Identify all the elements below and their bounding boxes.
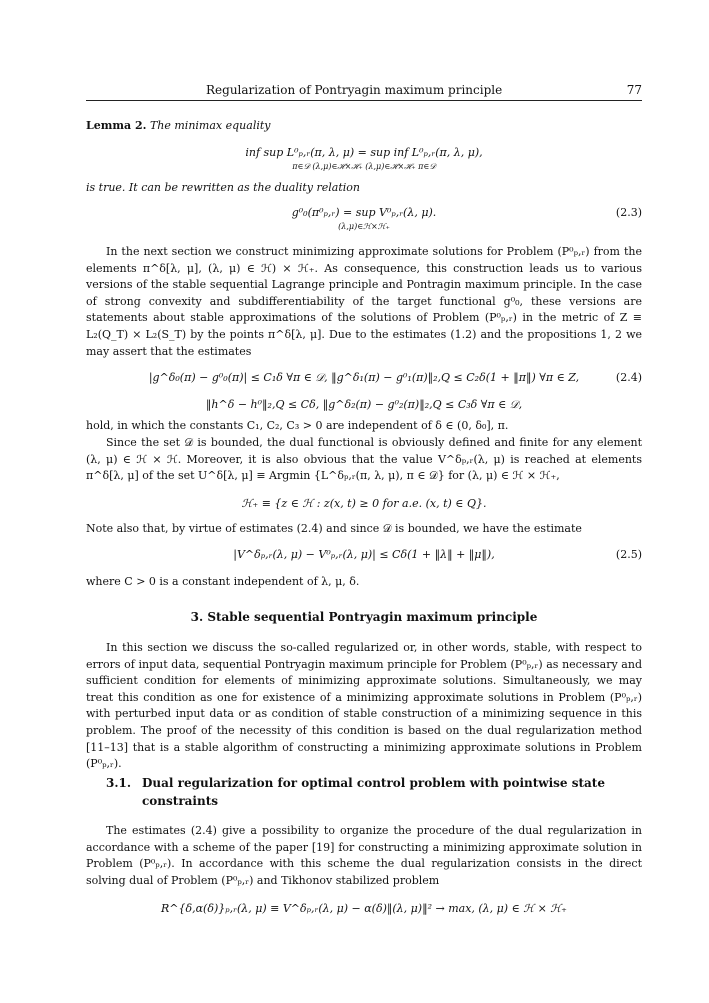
minimax-equation: inf sup L⁰ₚ,ᵣ(π, λ, μ) = sup inf L⁰ₚ,ᵣ(π, λ, μ),: [245, 146, 483, 159]
paragraph-2b: Since the set 𝒟 is bounded, the dual functional is obviously defined and finite for any element (λ, μ) ∈ ℋ × ℋ. Moreover, it is also obvious that the value V^δₚ,ᵣ(λ, μ) is reached at elements π^δ[λ, μ] of the set U^δ[λ, μ] ≡ Argmin {L^δₚ,ᵣ(π, λ, μ), π ∈ 𝒟} for (λ, μ) ∈ ℋ × ℋ₊,: [86, 436, 642, 483]
running-header: [86, 82, 642, 101]
paragraph-1: In the next section we construct minimizing approximate solutions for Problem (P⁰ₚ,ᵣ) from the elements π^δ[λ, μ], (λ, μ) ∈ ℋ) × ℋ₊. As consequence, this construction leads us to various versions of the stable sequential Lagrange principle and Pontragin maximum principle. In the case of strong convexity and subdifferentiability of the target functional g⁰₀, these versions are statements about stable approximations of the solutions of Problem (P⁰ₚ,ᵣ) in the metric of Z ≡ L₂(Q_T) × L₂(S_T) by the points π^δ[λ, μ]. Due to the estimates (1.2) and the propositions 1, 2 we may assert that the estimates: [86, 245, 642, 358]
section-3-heading: 3. Stable sequential Pontryagin maximum principle: [190, 610, 538, 624]
paragraph-4: where C > 0 is a constant independent of λ, μ, δ.: [86, 575, 360, 588]
estimates-line-2: ‖h^δ − h⁰‖₂,Q ≤ Cδ, ‖g^δ₂(π) − g⁰₂(π)‖₂,Q ≤ C₃δ ∀π ∈ 𝒟,: [205, 398, 523, 411]
paragraph-2a: hold, in which the constants C₁, C₂, C₃ > 0 are independent of δ ∈ (0, δ₀], π.: [86, 419, 509, 432]
lemma-label: Lemma 2.: [86, 119, 147, 132]
estimates-line-1: |g^δ₀(π) − g⁰₀(π)| ≤ C₁δ ∀π ∈ 𝒟, ‖g^δ₁(π) − g⁰₁(π)‖₂,Q ≤ C₂δ(1 + ‖π‖) ∀π ∈ Z,: [148, 371, 580, 384]
lemma-statement: [86, 118, 642, 135]
lemma-intro: The minimax equality: [149, 119, 271, 132]
paragraph-6: The estimates (2.4) give a possibility to organize the procedure of the dual regularization in accordance with a scheme of the paper [19] for constructing a minimizing approximate solution in Problem (P⁰ₚ,ᵣ). In accordance with this scheme the dual regularization consists in the direct solving dual of Problem (P⁰ₚ,ᵣ) and Tikhonov stabilized problem: [86, 824, 642, 887]
estimate-2-5: |V^δₚ,ᵣ(λ, μ) − V⁰ₚ,ᵣ(λ, μ)| ≤ Cδ(1 + ‖λ‖ + ‖μ‖),: [233, 548, 495, 561]
subsection-title: Dual regularization for optimal control problem with pointwise state constraints: [142, 776, 605, 808]
duality-limits: (λ,μ)∈ℋ×ℋ₊: [338, 222, 390, 231]
hplus-definition: ℋ₊ ≡ {z ∈ ℋ : z(x, t) ≥ 0 for a.e. (x, t) ∈ Q}.: [241, 497, 487, 510]
page-number: 77: [626, 83, 642, 97]
duality-equation: g⁰₀(π⁰ₚ,ᵣ) = sup V⁰ₚ,ᵣ(λ, μ).: [291, 206, 437, 219]
paragraph-5: In this section we discuss the so-called regularized or, in other words, stable, with respect to errors of input data, sequential Pontryagin maximum principle for Problem (P⁰ₚ,ᵣ) as necessary and sufficient condition for elements of minimizing approximate solutions. Simultaneously, we may treat this condition as one for existence of a minimizing approximate solutions in Problem (P⁰ₚ,ᵣ) with perturbed input data or as condition of stable construction of a minimizing sequence in this problem. The proof of the necessity of this condition is based on the dual regularization method [11–13] that is a stable algorithm of constructing a minimizing approximate solutions in Problem (P⁰ₚ,ᵣ).: [86, 641, 642, 771]
eq-number-2-4: (2.4): [615, 371, 642, 384]
paragraph-3: Note also that, by virtue of estimates (2.4) and since 𝒟 is bounded, we have the estimate: [86, 522, 582, 535]
subsection-number: 3.1.: [106, 776, 132, 790]
eq-number-2-3: (2.3): [615, 206, 642, 219]
tikhonov-equation: R^{δ,α(δ)}ₚ,ᵣ(λ, μ) ≡ V^δₚ,ᵣ(λ, μ) − α(δ)‖(λ, μ)‖² → max, (λ, μ) ∈ ℋ × ℋ₊: [160, 902, 567, 915]
eq-number-2-5: (2.5): [615, 548, 642, 561]
lemma-after: is true. It can be rewritten as the duality relation: [86, 181, 360, 194]
running-title: Regularization of Pontryagin maximum principle: [206, 83, 503, 97]
minimax-limits: π∈𝒟 (λ,μ)∈ℋ×ℋ₊ (λ,μ)∈ℋ×ℋ₊ π∈𝒟: [292, 162, 436, 171]
